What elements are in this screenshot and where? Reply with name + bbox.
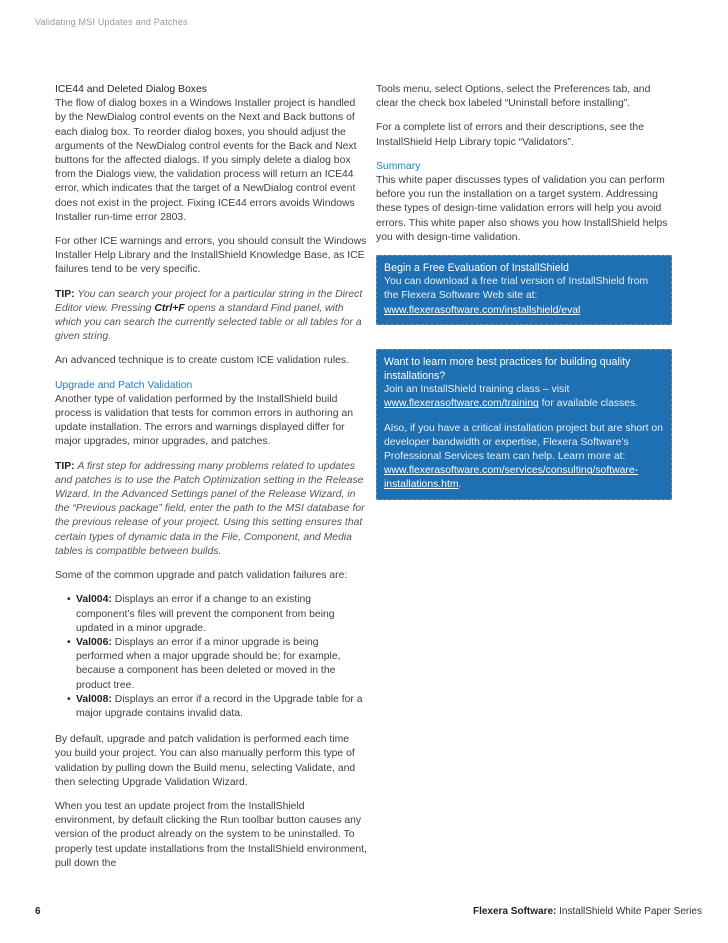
list-item	[67, 636, 367, 693]
training-link[interactable]: www.flexerasoftware.com/training	[384, 398, 539, 410]
list-text: Displays an error if a record in the Upgrade table for a major upgrade contains invalid data.	[76, 693, 363, 719]
list-text: Displays an error if a change to an existing component’s files will prevent the component from being updated in a minor upgrade.	[76, 594, 335, 634]
bullet-icon: •	[67, 636, 71, 648]
complete-list-paragraph: For a complete list of errors and their descriptions, see the InstallShield Help Library topic “Validators”.	[376, 122, 644, 148]
training-callout	[376, 349, 672, 500]
callout-body	[384, 383, 664, 411]
callout-body	[384, 275, 664, 318]
other-ice-paragraph: For other ICE warnings and errors, you should consult the Windows Installer Help Library and the InstallShield Knowledge Base, as ICE failures tend to be very specific.	[55, 236, 367, 276]
tip-text: A first step for addressing many problems related to updates and patches is to use the Patch Optimization setting in the Release Wizard. In the Advanced Settings panel of the Release Wizard, in the “Previous package” field, enter the path to the MSI database for the previous release of your project. Using this setting ensures that certain types of dynamic data in the File, Component, and Media tables is compatible between builds.	[55, 460, 365, 557]
page-header	[35, 12, 695, 34]
callout-text: Also, if you have a critical installation project but are short on developer bandwidth or expertise, Flexera Software’s Professional Services team can help. Learn more at:	[384, 422, 663, 463]
tip-label: TIP:	[55, 460, 75, 472]
list-term: Val004:	[76, 594, 112, 606]
bullet-icon: •	[67, 693, 71, 705]
callout-text: for available classes.	[541, 398, 639, 410]
callout-text: You can download a free trial version of InstallShield from the Flexera Software Web site at:	[384, 276, 649, 302]
by-default-paragraph: By default, upgrade and patch validation is performed each time you build your project. You can also manually perform this type of validation by pulling down the Build menu, selecting Validate, and then selecting Upgrade Validation Wizard.	[55, 734, 356, 788]
page-number: 6	[35, 906, 41, 917]
list-text: Displays an error if a minor upgrade is being performed when a major upgrade should be; for example, because a component has been deleted or moved in the product tree.	[76, 636, 341, 691]
eval-link[interactable]: www.flexerasoftware.com/installshield/eval	[384, 304, 581, 316]
list-item	[67, 593, 367, 636]
tip-find	[55, 288, 367, 345]
ice44-body: The flow of dialog boxes in a Windows Installer project is handled by the NewDialog control events on the Next and Back buttons of each dialog box. To reorder dialog boxes, you should adjust the arguments of the NewDialog control events for the Back and Next buttons for the affected dialogs. If you simply delete a dialog box from the Dialogs view, the validation process will return an ICE44 error, which indicates that the target of a NewDialog control event does not exist in the project. Fixing ICE44 errors avoids Windows Installer run-time error 2803.	[55, 98, 357, 223]
list-term: Val008:	[76, 693, 112, 705]
when-test-paragraph: When you test an update project from the InstallShield environment, by default clicking the Run toolbar button causes any version of the product already on the system to be uninstalled. To properly test update installations from the InstallShield environment, pull down the	[55, 800, 367, 869]
callout-text: .	[458, 479, 462, 491]
tip-shortcut: Ctrl+F	[154, 302, 185, 314]
footer-brand	[473, 906, 702, 917]
evaluation-callout	[376, 255, 672, 325]
list-term: Val006:	[76, 636, 112, 648]
ice44-heading: ICE44 and Deleted Dialog Boxes	[55, 84, 207, 95]
header-title: Validating MSI Updates and Patches	[35, 17, 188, 27]
right-column	[376, 83, 672, 512]
tools-menu-paragraph: Tools menu, select Options, select the Preferences tab, and clear the check box labeled “Uninstall before installing”.	[376, 84, 651, 110]
upgrade-body: Another type of validation performed by the InstallShield build process is validation that tests for common errors in authoring an update installation. The errors and warnings displayed differ for major upgrades, minor upgrades, and patches.	[55, 393, 354, 448]
tip-text-a: You can search your project for a particular string in the Direct Editor view. Pressing	[55, 288, 363, 314]
failures-list	[67, 593, 367, 721]
tip-patch	[55, 460, 367, 559]
list-item	[67, 693, 367, 721]
summary-heading: Summary	[376, 160, 421, 172]
summary-body: This white paper discusses types of validation you can perform before you run the installation on a target system. Addressing these types of design-time validation errors will help you avoid errors. This white paper also shows you how InstallShield helps you with design-time validation.	[376, 175, 668, 243]
tip-label: TIP:	[55, 288, 75, 300]
common-intro: Some of the common upgrade and patch validation failures are:	[55, 570, 348, 582]
bullet-icon: •	[67, 594, 71, 606]
callout-title: Want to learn more best practices for building quality installations?	[384, 355, 631, 383]
advanced-paragraph: An advanced technique is to create custom ICE validation rules.	[55, 355, 349, 367]
callout-body	[384, 422, 664, 493]
callout-text: Join an InstallShield training class – visit	[384, 384, 570, 396]
callout-title: Begin a Free Evaluation of InstallShield	[384, 262, 569, 275]
upgrade-heading: Upgrade and Patch Validation	[55, 379, 193, 391]
tip-text-b: opens a standard Find panel, with which you can search the currently selected table or all tables for a given string.	[55, 302, 362, 343]
left-column	[55, 83, 367, 871]
brand-name: Flexera Software:	[472, 906, 557, 917]
series-name: InstallShield White Paper Series	[559, 906, 702, 917]
services-link[interactable]: www.flexerasoftware.com/services/consulting/software-installations.htm	[384, 465, 639, 491]
